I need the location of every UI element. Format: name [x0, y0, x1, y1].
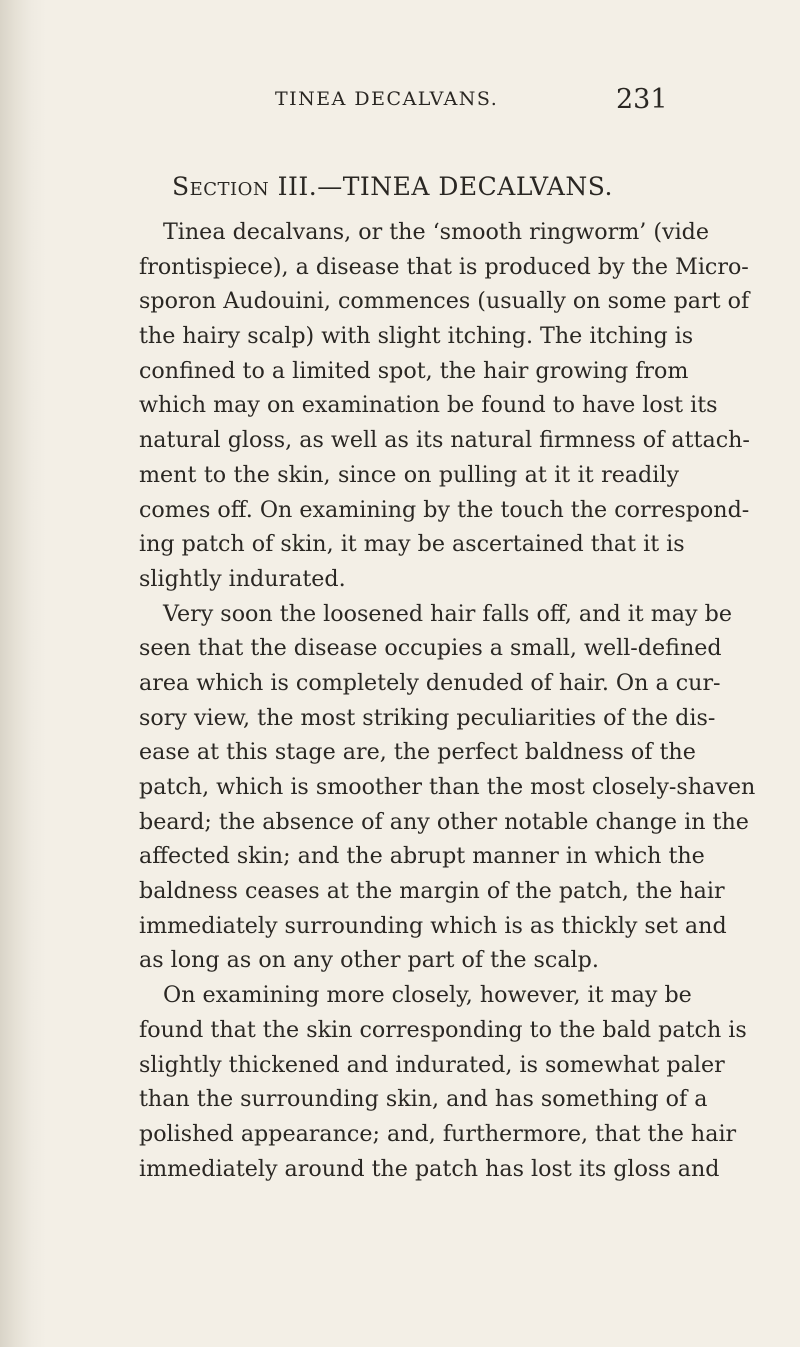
text-line: beard; the absence of any other notable change in the [139, 808, 749, 835]
running-title: TINEA DECALVANS. [275, 88, 499, 110]
text-line: ease at this stage are, the perfect baldness of the [139, 739, 696, 766]
text-line: found that the skin corresponding to the bald patch is [139, 1016, 747, 1043]
section-label: Section [172, 172, 270, 201]
text-line: than the surrounding skin, and has something of a [139, 1086, 708, 1113]
text-line: comes off. On examining by the touch the correspond- [139, 496, 750, 523]
text-line: polished appearance; and, furthermore, that the hair [139, 1120, 737, 1147]
text-line: sporon Audouini, commences (usually on some part of [139, 288, 750, 315]
page-number: 231 [616, 84, 668, 115]
text-line: slightly indurated. [139, 565, 346, 592]
text-line: affected skin; and the abrupt manner in which the [139, 843, 705, 870]
text-line: natural gloss, as well as its natural firmness of attach- [139, 427, 750, 454]
text-line: the hairy scalp) with slight itching. The itching is [139, 323, 694, 350]
text-line: On examining more closely, however, it may be [163, 982, 692, 1009]
text-line: slightly thickened and indurated, is somewhat paler [139, 1051, 725, 1078]
text-line: Very soon the loosened hair falls off, and it may be [163, 600, 732, 627]
text-line: immediately surrounding which is as thickly set and [139, 912, 727, 939]
text-line: seen that the disease occupies a small, well-defined [139, 635, 722, 662]
text-line: baldness ceases at the margin of the patch, the hair [139, 878, 725, 905]
text-line: area which is completely denuded of hair. On a cur- [139, 669, 721, 696]
text-line: which may on examination be found to have lost its [139, 392, 718, 419]
text-line: ing patch of skin, it may be ascertained that it is [139, 531, 685, 558]
text-line: frontispiece), a disease that is produced by the Micro- [139, 253, 749, 280]
section-heading [172, 172, 613, 201]
text-line: Tinea decalvans, or the ‘smooth ringworm’ (vide [163, 219, 709, 245]
text-line: immediately around the patch has lost its gloss and [139, 1155, 720, 1182]
text-line: confined to a limited spot, the hair growing from [139, 357, 689, 384]
text-line: sory view, the most striking peculiarities of the dis- [139, 704, 716, 731]
body-text [139, 215, 756, 1186]
running-head [0, 84, 800, 114]
text-line: as long as on any other part of the scalp. [139, 947, 599, 974]
section-title: III.—TINEA DECALVANS. [277, 172, 613, 201]
text-line: patch, which is smoother than the most closely-shaven [139, 774, 756, 800]
text-line: ment to the skin, since on pulling at it it readily [139, 461, 679, 488]
